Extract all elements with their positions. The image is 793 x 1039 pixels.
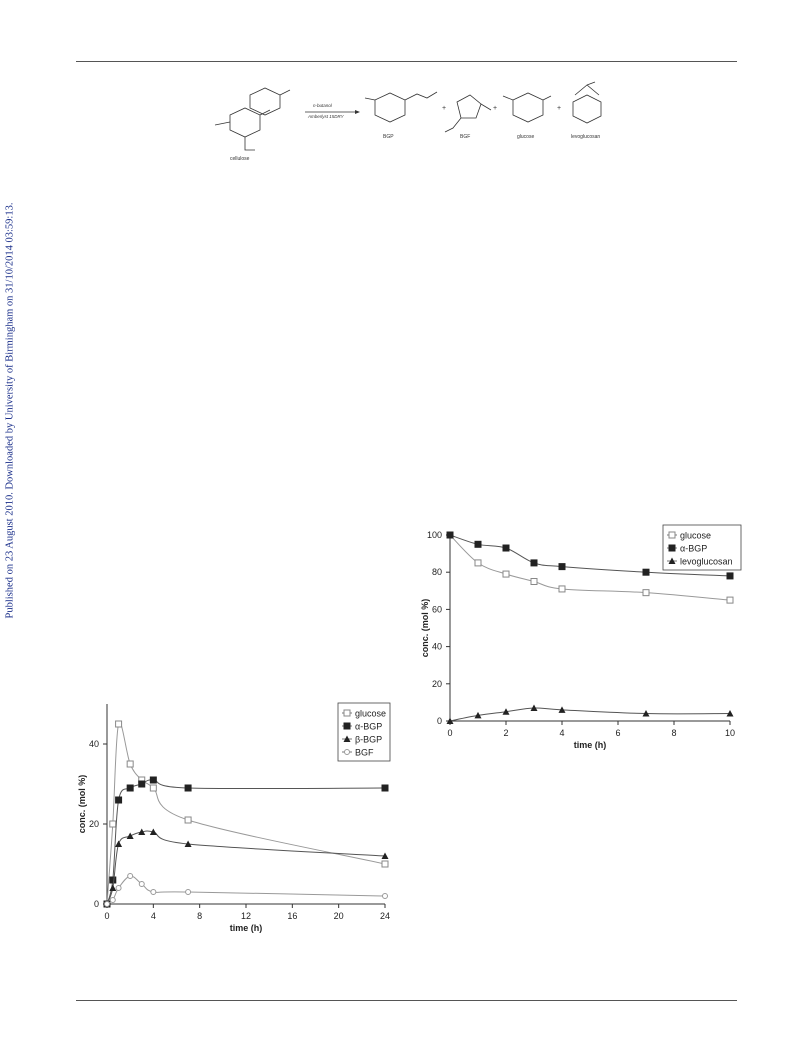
scheme-label-levoglucosan: levoglucosan	[571, 134, 601, 140]
data-point	[110, 821, 116, 827]
download-note: Published on 23 August 2010. Downloaded by University of Birmingham on 31/10/2014 03:59:13.	[4, 202, 16, 619]
y-tick-label: 40	[431, 641, 442, 652]
data-point	[503, 545, 509, 551]
data-point	[382, 785, 388, 791]
scheme-label-bgf: BGF	[460, 134, 471, 140]
series-line	[107, 876, 385, 904]
data-point	[186, 890, 191, 895]
x-tick-label: 4	[150, 911, 156, 921]
data-point	[383, 894, 388, 899]
glucose-structure	[503, 93, 551, 122]
legend-label: levoglucosan	[680, 556, 733, 567]
y-tick-label: 80	[431, 567, 442, 578]
scheme-label-cellulose: cellulose	[230, 156, 250, 162]
y-tick-label: 20	[88, 819, 99, 829]
legend-marker	[344, 723, 350, 729]
series-line	[450, 708, 730, 721]
data-point	[127, 833, 134, 840]
data-point	[109, 885, 116, 892]
data-point	[150, 785, 156, 791]
data-point	[185, 817, 191, 823]
data-point	[475, 541, 481, 547]
series--bgp	[104, 777, 388, 907]
x-tick-label: 10	[724, 728, 736, 738]
data-point	[105, 902, 110, 907]
data-point	[127, 761, 133, 767]
data-point	[643, 569, 649, 575]
x-tick-label: 12	[240, 911, 252, 921]
legend-marker	[669, 545, 675, 551]
x-axis-label: time (h)	[573, 740, 607, 750]
series-bgf	[105, 874, 388, 907]
data-point	[150, 777, 156, 783]
data-point	[139, 781, 145, 787]
scheme-label-glucose: glucose	[517, 134, 535, 140]
data-point	[559, 586, 565, 592]
data-point	[128, 874, 133, 879]
legend-label: glucose	[355, 708, 387, 719]
y-tick-label: 20	[431, 678, 442, 689]
plus-3: +	[557, 105, 562, 112]
y-axis-label: conc. (mol %)	[420, 598, 430, 658]
chart-right	[405, 515, 745, 755]
y-tick-label: 0	[436, 716, 442, 726]
data-point	[110, 877, 116, 883]
x-tick-label: 2	[503, 728, 509, 738]
legend-label: BGF	[355, 747, 374, 758]
reaction-scheme	[195, 80, 615, 180]
x-tick-label: 6	[615, 728, 621, 738]
data-point	[447, 532, 453, 538]
reagent-2: Amberlyst 15DRY	[308, 114, 344, 119]
data-point	[116, 797, 122, 803]
x-tick-label: 8	[671, 728, 677, 738]
bgp-structure	[365, 92, 437, 122]
x-tick-label: 20	[333, 911, 344, 921]
legend-label: α-BGP	[680, 543, 708, 554]
cellulose-structure	[215, 88, 290, 150]
data-point	[116, 721, 122, 727]
data-point	[115, 841, 122, 848]
legend-marker	[669, 532, 675, 538]
x-tick-label: 8	[197, 911, 203, 921]
x-tick-label: 0	[104, 911, 110, 921]
bottom-rule	[76, 1000, 737, 1001]
data-point	[643, 590, 649, 596]
data-point	[503, 571, 509, 577]
data-point	[139, 882, 144, 887]
y-tick-label: 0	[93, 899, 99, 909]
scheme-label-bgp: BGP	[383, 134, 394, 140]
bgf-structure	[445, 95, 491, 132]
levoglucosan-structure	[573, 82, 601, 123]
chart-left	[70, 690, 395, 945]
x-tick-label: 24	[379, 911, 391, 921]
legend	[338, 703, 390, 761]
data-point	[531, 560, 537, 566]
y-tick-label: 40	[88, 739, 99, 749]
data-point	[382, 861, 388, 867]
plus-1: +	[442, 105, 447, 112]
data-point	[110, 898, 115, 903]
x-axis-label: time (h)	[229, 923, 263, 933]
y-tick-label: 100	[426, 530, 442, 540]
series-line	[107, 780, 385, 904]
data-point	[116, 886, 121, 891]
data-point	[185, 785, 191, 791]
legend-label: glucose	[680, 530, 712, 541]
x-tick-label: 4	[559, 728, 565, 738]
y-axis-label: conc. (mol %)	[77, 774, 87, 834]
top-rule	[76, 61, 737, 62]
legend-label: β-BGP	[355, 734, 383, 745]
data-point	[727, 573, 733, 579]
data-point	[559, 564, 565, 570]
reagent-1: n-butanol	[313, 103, 332, 108]
data-point	[127, 785, 133, 791]
data-point	[475, 560, 481, 566]
data-point	[151, 890, 156, 895]
x-tick-label: 16	[287, 911, 298, 921]
plus-2: +	[493, 105, 498, 112]
legend-marker	[345, 750, 350, 755]
legend-label: α-BGP	[355, 721, 383, 732]
legend	[663, 525, 741, 570]
data-point	[727, 597, 733, 603]
legend-marker	[344, 710, 350, 716]
y-tick-label: 60	[431, 604, 442, 615]
data-point	[531, 579, 537, 585]
x-tick-label: 0	[447, 728, 453, 738]
